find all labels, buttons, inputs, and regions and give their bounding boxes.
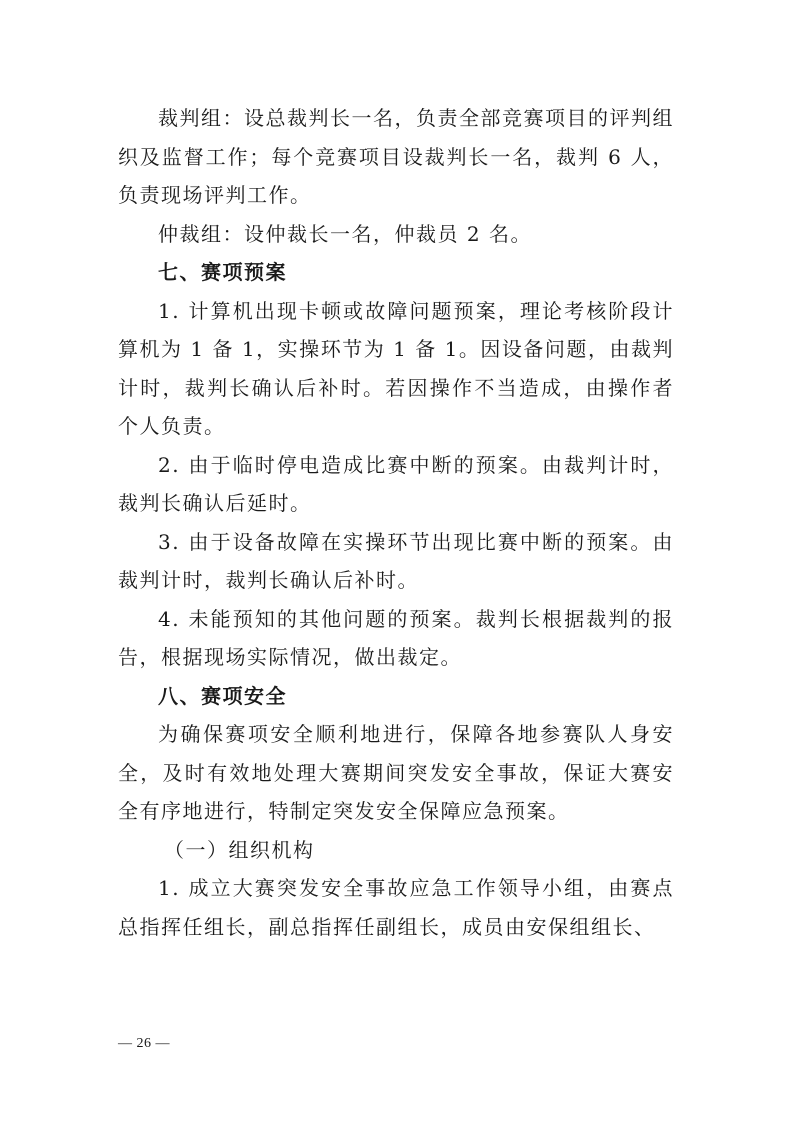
paragraph-safety-intro: 为确保赛项安全顺利地进行，保障各地参赛队人身安全，及时有效地处理大赛期间突发安全事故，保证大赛安全有序地进行，特制定突发安全保障应急预案。 xyxy=(118,722,674,823)
section-heading-safety: 八、赛项安全 xyxy=(158,683,287,708)
paragraph-judging-group: 裁判组：设总裁判长一名，负责全部竞赛项目的评判组织及监督工作；每个竞赛项目设裁判长一名，裁判 6 人，负责现场评判工作。 xyxy=(118,106,674,207)
paragraph-arbitration-group: 仲裁组：设仲裁长一名，仲裁员 2 名。 xyxy=(158,221,532,246)
page-number: — 26 — xyxy=(118,1036,170,1051)
paragraph-organization-1: 1. 成立大赛突发安全事故应急工作领导小组，由赛点总指挥任组长，副总指挥任副组长，成员由安保组组长、 xyxy=(118,876,674,939)
subheading-organization: （一）组织机构 xyxy=(164,837,315,862)
section-heading-contingency: 七、赛项预案 xyxy=(158,260,287,284)
paragraph-contingency-2: 2. 由于临时停电造成比赛中断的预案。由裁判计时，裁判长确认后延时。 xyxy=(118,452,674,515)
paragraph-contingency-4: 4. 未能预知的其他问题的预案。裁判长根据裁判的报告，根据现场实际情况，做出裁定。 xyxy=(118,606,674,669)
paragraph-contingency-1: 1. 计算机出现卡顿或故障问题预案，理论考核阶段计算机为 1 备 1，实操环节为 1 备 1。因设备问题，由裁判计时，裁判长确认后补时。若因操作不当造成，由操作者个人负责。 xyxy=(118,298,674,438)
paragraph-contingency-3: 3. 由于设备故障在实操环节出现比赛中断的预案。由裁判计时，裁判长确认后补时。 xyxy=(118,529,674,592)
document-body xyxy=(118,99,674,946)
